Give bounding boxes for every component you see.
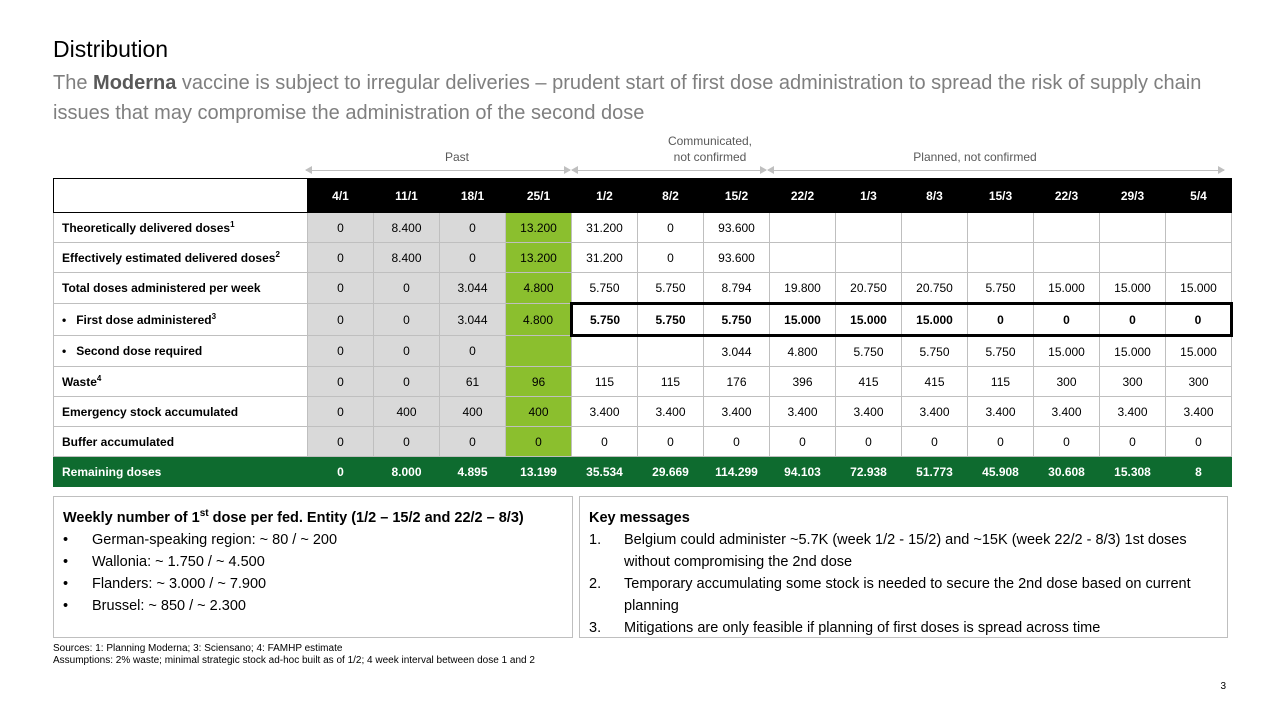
col-header: 1/3 xyxy=(836,179,902,213)
weekly-first-dose-box xyxy=(53,496,573,638)
list-item xyxy=(589,617,1218,639)
table-cell: 0 xyxy=(1034,304,1100,336)
phase-communicated-label xyxy=(640,133,780,165)
weekly-box-title xyxy=(63,507,563,529)
list-item: • Brussel: ~ 850 / ~ 2.300 xyxy=(63,595,563,617)
table-row xyxy=(54,457,1232,487)
table-cell xyxy=(1100,213,1166,243)
table-cell: 15.308 xyxy=(1100,457,1166,487)
table-row xyxy=(54,213,1232,243)
table-cell xyxy=(770,243,836,273)
table-cell: 300 xyxy=(1034,367,1100,397)
table-cell: 0 xyxy=(1100,427,1166,457)
table-cell: 15.000 xyxy=(1100,336,1166,367)
subtitle-post: vaccine is subject to irregular deliveries – prudent start of first dose administration to spread the risk of supply chain issues that may compromise the administration of the second dose xyxy=(53,72,1202,124)
list-text: Mitigations are only feasible if planning of first doses is spread across time xyxy=(624,620,1101,636)
table-cell: 300 xyxy=(1100,367,1166,397)
table-cell: 3.400 xyxy=(1166,397,1232,427)
table-cell xyxy=(638,336,704,367)
table-cell: 0 xyxy=(308,397,374,427)
row-label-text: Theoretically delivered doses xyxy=(62,220,231,235)
table-cell: 115 xyxy=(638,367,704,397)
table-cell: 15.000 xyxy=(1034,273,1100,304)
table-cell xyxy=(1034,213,1100,243)
weekly-box-list xyxy=(63,529,563,617)
table-cell: 0 xyxy=(572,427,638,457)
table-cell: 15.000 xyxy=(1166,336,1232,367)
table-cell: 0 xyxy=(308,367,374,397)
table-cell: 13.199 xyxy=(506,457,572,487)
list-item: • Flanders: ~ 3.000 / ~ 7.900 xyxy=(63,573,563,595)
table-cell: 61 xyxy=(440,367,506,397)
table-cell: 31.200 xyxy=(572,213,638,243)
row-label xyxy=(54,427,308,457)
table-cell: 0 xyxy=(440,243,506,273)
table-cell: 31.200 xyxy=(572,243,638,273)
col-header: 15/3 xyxy=(968,179,1034,213)
col-header: 15/2 xyxy=(704,179,770,213)
phase-past-label: Past xyxy=(444,150,469,164)
page-title: Distribution xyxy=(53,36,169,62)
table-cell xyxy=(968,243,1034,273)
col-header: 8/2 xyxy=(638,179,704,213)
table-cell: 0 xyxy=(374,273,440,304)
table-cell: 415 xyxy=(836,367,902,397)
row-label-text: Buffer accumulated xyxy=(62,434,175,449)
table-cell: 96 xyxy=(506,367,572,397)
table-cell: 0 xyxy=(968,427,1034,457)
table-row xyxy=(54,397,1232,427)
table-cell: 8 xyxy=(1166,457,1232,487)
table-cell: 15.000 xyxy=(836,304,902,336)
table-cell: 93.600 xyxy=(704,213,770,243)
table-cell: 0 xyxy=(440,213,506,243)
table-cell: 0 xyxy=(1166,304,1232,336)
assumptions-line: Assumptions: 2% waste; minimal strategic stock ad-hoc built as of 1/2; 4 week interval between dose 1 and 2 xyxy=(53,655,535,666)
table-cell: 3.400 xyxy=(1034,397,1100,427)
table-cell: 45.908 xyxy=(968,457,1034,487)
row-label-text: First dose administered xyxy=(76,312,212,327)
table-row xyxy=(54,273,1232,304)
table-cell xyxy=(836,213,902,243)
table-cell: 4.800 xyxy=(506,273,572,304)
table-cell: 4.895 xyxy=(440,457,506,487)
phase-communicated-line1: Communicated, xyxy=(667,134,753,148)
table-cell: 3.044 xyxy=(440,273,506,304)
table-cell: 0 xyxy=(1100,304,1166,336)
weekly-title-sup: st xyxy=(199,508,209,520)
table-cell: 0 xyxy=(308,457,374,487)
list-item: • German-speaking region: ~ 80 / ~ 200 xyxy=(63,529,563,551)
table-cell: 0 xyxy=(374,336,440,367)
list-item: • Wallonia: ~ 1.750 / ~ 4.500 xyxy=(63,551,563,573)
col-header: 18/1 xyxy=(440,179,506,213)
table-cell: 400 xyxy=(374,397,440,427)
table-cell: 0 xyxy=(440,427,506,457)
table-cell: 51.773 xyxy=(902,457,968,487)
table-cell: 0 xyxy=(902,427,968,457)
list-number: 2. xyxy=(589,576,602,592)
table-cell: 5.750 xyxy=(572,273,638,304)
table-cell: 3.400 xyxy=(770,397,836,427)
table-cell: 396 xyxy=(770,367,836,397)
table-cell: 0 xyxy=(308,427,374,457)
table-cell: 13.200 xyxy=(506,243,572,273)
col-header: 1/2 xyxy=(572,179,638,213)
page-subtitle xyxy=(53,68,1223,128)
table-cell: 72.938 xyxy=(836,457,902,487)
row-label xyxy=(54,397,308,427)
table-cell: 0 xyxy=(770,427,836,457)
table-cell: 3.400 xyxy=(638,397,704,427)
footnote-marker: 1 xyxy=(230,219,235,229)
table-cell: 13.200 xyxy=(506,213,572,243)
table-cell: 3.400 xyxy=(902,397,968,427)
table-cell: 0 xyxy=(308,213,374,243)
page-number: 3 xyxy=(1220,681,1226,692)
list-text: Temporary accumulating some stock is needed to secure the 2nd dose based on current planning xyxy=(624,576,1191,614)
row-label xyxy=(54,336,308,367)
phase-planned-arrow xyxy=(768,170,1224,171)
table-cell: 0 xyxy=(308,304,374,336)
row-label-text: Waste xyxy=(62,374,97,389)
key-messages-list xyxy=(589,529,1218,639)
table-cell: 3.400 xyxy=(1100,397,1166,427)
col-header: 11/1 xyxy=(374,179,440,213)
table-cell xyxy=(770,213,836,243)
table-cell: 0 xyxy=(308,273,374,304)
table-cell: 19.800 xyxy=(770,273,836,304)
col-header: 4/1 xyxy=(308,179,374,213)
key-messages-box xyxy=(579,496,1228,638)
table-cell xyxy=(968,213,1034,243)
table-cell: 8.400 xyxy=(374,213,440,243)
phase-planned-label: Planned, not confirmed xyxy=(913,150,1037,164)
table-cell: 0 xyxy=(1034,427,1100,457)
table-cell xyxy=(902,243,968,273)
table-row xyxy=(54,243,1232,273)
table-cell: 4.800 xyxy=(770,336,836,367)
row-label xyxy=(54,304,308,336)
row-label xyxy=(54,367,308,397)
distribution-table xyxy=(53,178,1233,487)
table-cell xyxy=(572,336,638,367)
table-cell: 5.750 xyxy=(638,304,704,336)
table-cell: 0 xyxy=(308,243,374,273)
table-cell: 94.103 xyxy=(770,457,836,487)
sources-note xyxy=(53,643,535,667)
table-cell: 4.800 xyxy=(506,304,572,336)
table-cell: 20.750 xyxy=(902,273,968,304)
table-cell: 30.608 xyxy=(1034,457,1100,487)
phase-communicated-arrow xyxy=(572,170,766,171)
table-cell: 15.000 xyxy=(902,304,968,336)
table-cell: 0 xyxy=(638,427,704,457)
col-header: 22/2 xyxy=(770,179,836,213)
phase-communicated-line2: not confirmed xyxy=(673,150,747,164)
table-cell: 0 xyxy=(968,304,1034,336)
table-cell: 0 xyxy=(506,427,572,457)
table-cell: 0 xyxy=(836,427,902,457)
table-cell: 5.750 xyxy=(968,336,1034,367)
table-cell: 3.400 xyxy=(968,397,1034,427)
row-label xyxy=(54,273,308,304)
table-cell xyxy=(1034,243,1100,273)
table-cell: 400 xyxy=(506,397,572,427)
table-cell: 0 xyxy=(374,367,440,397)
footnote-marker: 2 xyxy=(275,249,280,259)
table-cell: 8.400 xyxy=(374,243,440,273)
row-label-text: Emergency stock accumulated xyxy=(62,404,239,419)
col-header: 29/3 xyxy=(1100,179,1166,213)
row-label-text: Second dose required xyxy=(76,344,203,358)
table-cell: 0 xyxy=(638,243,704,273)
table-cell: 5.750 xyxy=(968,273,1034,304)
table-cell: 3.400 xyxy=(572,397,638,427)
list-number: 1. xyxy=(589,532,602,548)
table-cell: 114.299 xyxy=(704,457,770,487)
table-cell: 15.000 xyxy=(1100,273,1166,304)
list-item xyxy=(589,573,1218,617)
table-row xyxy=(54,336,1232,367)
table-cell: 29.669 xyxy=(638,457,704,487)
col-header: 22/3 xyxy=(1034,179,1100,213)
table-cell: 15.000 xyxy=(770,304,836,336)
sources-line: Sources: 1: Planning Moderna; 3: Sciensano; 4: FAMHP estimate xyxy=(53,643,343,654)
table-cell: 3.044 xyxy=(440,304,506,336)
list-number: 3. xyxy=(589,620,602,636)
subtitle-pre: The xyxy=(53,72,94,94)
row-label xyxy=(54,457,308,487)
table-cell: 8.794 xyxy=(704,273,770,304)
header-corner xyxy=(54,179,308,213)
phase-past-arrow xyxy=(306,170,570,171)
list-text: Belgium could administer ~5.7K (week 1/2 - 15/2) and ~15K (week 22/2 - 8/3) 1st doses without compromising the 2nd dose xyxy=(624,532,1187,570)
row-label xyxy=(54,243,308,273)
table-cell: 415 xyxy=(902,367,968,397)
table-header-row xyxy=(54,179,1232,213)
table-cell: 5.750 xyxy=(638,273,704,304)
row-label-text: Total doses administered per week xyxy=(62,281,261,295)
table-cell: 35.534 xyxy=(572,457,638,487)
table-cell: 400 xyxy=(440,397,506,427)
table-row xyxy=(54,367,1232,397)
table-cell xyxy=(1166,213,1232,243)
col-header: 5/4 xyxy=(1166,179,1232,213)
table-cell: 300 xyxy=(1166,367,1232,397)
table-row xyxy=(54,304,1232,336)
list-item xyxy=(589,529,1218,573)
table-cell: 5.750 xyxy=(572,304,638,336)
table-cell: 8.000 xyxy=(374,457,440,487)
table-cell: 3.400 xyxy=(836,397,902,427)
col-header: 8/3 xyxy=(902,179,968,213)
table-cell: 5.750 xyxy=(902,336,968,367)
col-header: 25/1 xyxy=(506,179,572,213)
table-cell: 0 xyxy=(440,336,506,367)
table-cell: 5.750 xyxy=(704,304,770,336)
table-cell: 3.044 xyxy=(704,336,770,367)
row-label xyxy=(54,213,308,243)
table-cell: 0 xyxy=(374,304,440,336)
weekly-title-post: dose per fed. Entity (1/2 – 15/2 and 22/2 – 8/3) xyxy=(208,510,524,526)
table-cell: 176 xyxy=(704,367,770,397)
table-cell: 115 xyxy=(572,367,638,397)
table-cell xyxy=(836,243,902,273)
table-cell: 0 xyxy=(374,427,440,457)
table-row xyxy=(54,427,1232,457)
table-cell xyxy=(506,336,572,367)
table-cell: 115 xyxy=(968,367,1034,397)
subtitle-brand: Moderna xyxy=(93,72,177,94)
table-cell: 93.600 xyxy=(704,243,770,273)
table-cell: 0 xyxy=(1166,427,1232,457)
table-cell: 0 xyxy=(638,213,704,243)
table-cell: 0 xyxy=(308,336,374,367)
table-cell: 20.750 xyxy=(836,273,902,304)
row-label-text: Remaining doses xyxy=(62,464,162,479)
table-cell: 5.750 xyxy=(836,336,902,367)
table-cell xyxy=(1166,243,1232,273)
table-cell: 15.000 xyxy=(1166,273,1232,304)
table-cell: 15.000 xyxy=(1034,336,1100,367)
table-cell xyxy=(1100,243,1166,273)
table-cell xyxy=(902,213,968,243)
table-cell: 0 xyxy=(704,427,770,457)
row-label-text: Effectively estimated delivered doses xyxy=(62,250,276,265)
table-cell: 3.400 xyxy=(704,397,770,427)
weekly-title-pre: Weekly number of 1 xyxy=(63,510,200,526)
footnote-marker: 3 xyxy=(211,311,217,321)
key-messages-title: Key messages xyxy=(589,510,690,526)
footnote-marker: 4 xyxy=(96,373,102,383)
